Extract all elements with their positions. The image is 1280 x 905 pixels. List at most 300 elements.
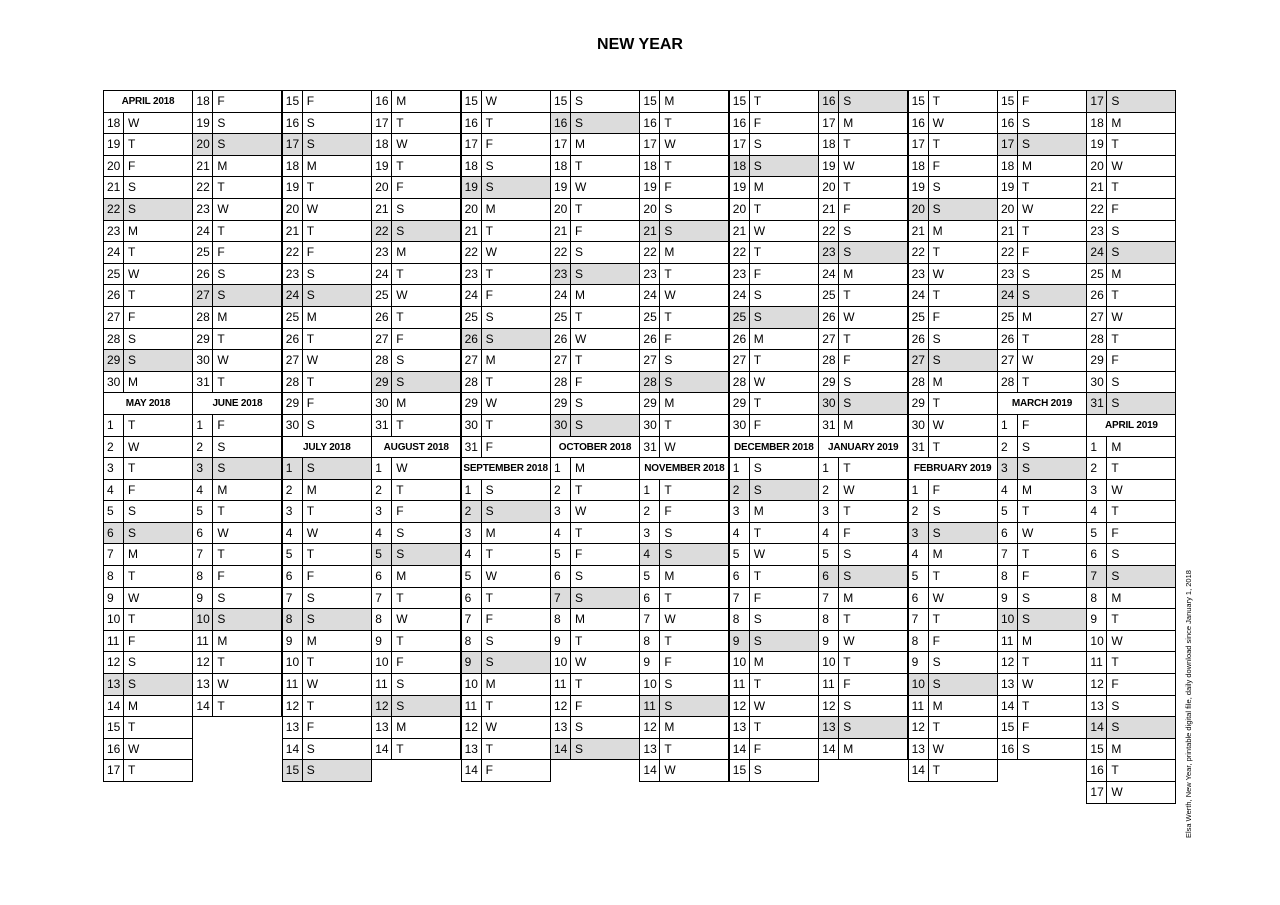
weekday-letter: T: [128, 137, 136, 152]
weekday-letter: F: [485, 137, 493, 152]
day-row: [997, 112, 1087, 135]
day-row-sunday: [103, 673, 193, 696]
calendar-column: [818, 90, 908, 760]
day-row-sunday: [461, 328, 551, 351]
weekday-letter: T: [485, 266, 493, 281]
day-number: 22: [193, 177, 213, 198]
day-number: 28: [1087, 329, 1107, 350]
weekday-letter: S: [396, 353, 405, 368]
weekday-letter: S: [485, 633, 494, 648]
day-number: 7: [730, 588, 750, 609]
day-number: 16: [551, 113, 571, 134]
weekday-letter: T: [575, 525, 583, 540]
weekday-letter: M: [485, 525, 496, 540]
day-row: [192, 565, 282, 588]
day-number: 3: [1087, 480, 1107, 501]
day-number: 13: [283, 717, 303, 738]
weekday-letter: T: [1022, 504, 1030, 519]
day-number: 8: [104, 566, 124, 587]
weekday-letter: F: [753, 115, 762, 130]
day-row: [1086, 220, 1176, 243]
day-number: 15: [104, 717, 124, 738]
day-number: 25: [462, 307, 482, 328]
day-row: [192, 436, 282, 459]
day-number: 13: [1087, 696, 1107, 717]
weekday-letter: T: [843, 504, 851, 519]
weekday-letter: W: [753, 374, 766, 389]
day-number: 1: [1087, 437, 1107, 458]
weekday-letter: F: [1022, 720, 1030, 735]
day-row-sunday: [908, 198, 998, 221]
day-row: [908, 176, 998, 199]
day-number: 28: [640, 372, 660, 393]
day-row: [282, 263, 372, 286]
day-number: 14: [1087, 717, 1107, 738]
day-number: 4: [998, 480, 1018, 501]
weekday-letter: F: [396, 331, 404, 346]
day-row: [639, 241, 729, 264]
day-row: [818, 328, 908, 351]
day-row: [729, 587, 819, 610]
calendar-column: [1086, 90, 1176, 804]
weekday-letter: W: [485, 94, 497, 108]
day-number: 6: [372, 566, 392, 587]
day-row: [639, 284, 729, 307]
weekday-letter: T: [664, 115, 672, 130]
day-row: [639, 500, 729, 523]
day-row-sunday: [103, 522, 193, 545]
calendar-column: [461, 90, 551, 782]
day-number: 3: [104, 458, 124, 479]
weekday-letter: T: [1022, 331, 1030, 346]
day-number: 2: [909, 501, 929, 522]
day-number: 19: [372, 156, 392, 177]
weekday-letter: M: [753, 180, 764, 195]
day-row: [639, 587, 729, 610]
day-number: 8: [640, 631, 660, 652]
day-number: 13: [193, 674, 213, 695]
weekday-letter: W: [1111, 158, 1123, 173]
day-number: 28: [909, 372, 929, 393]
day-number: 17: [730, 134, 750, 155]
day-row: [461, 90, 551, 113]
day-number: 25: [640, 307, 660, 328]
weekday-letter: S: [217, 137, 226, 152]
day-number: 3: [193, 458, 213, 479]
day-number: 25: [283, 307, 303, 328]
weekday-letter: T: [1111, 288, 1119, 303]
weekday-letter: W: [1022, 201, 1034, 216]
day-number: 25: [193, 242, 213, 263]
day-number: 18: [283, 156, 303, 177]
weekday-letter: M: [1111, 115, 1122, 130]
weekday-letter: T: [664, 309, 672, 324]
day-number: 9: [283, 631, 303, 652]
day-row: [818, 112, 908, 135]
weekday-letter: T: [396, 417, 404, 432]
day-number: 30: [283, 415, 303, 436]
weekday-letter: T: [217, 504, 225, 519]
day-row: [282, 241, 372, 264]
weekday-letter: S: [128, 655, 137, 670]
day-row: [282, 198, 372, 221]
day-row-sunday: [729, 479, 819, 502]
day-number: 25: [998, 307, 1018, 328]
weekday-letter: W: [843, 309, 855, 324]
day-number: 5: [640, 566, 660, 587]
weekday-letter: M: [485, 677, 496, 692]
day-row: [461, 673, 551, 696]
weekday-letter: T: [217, 374, 225, 389]
day-number: 6: [193, 523, 213, 544]
weekday-letter: W: [128, 115, 140, 130]
day-row-sunday: [1086, 392, 1176, 415]
day-row: [192, 479, 282, 502]
calendar-column: [103, 90, 193, 782]
weekday-letter: S: [306, 417, 315, 432]
weekday-letter: T: [128, 461, 136, 476]
day-row: [729, 716, 819, 739]
day-row: [1086, 349, 1176, 372]
day-row: [997, 500, 1087, 523]
day-row: [282, 112, 372, 135]
day-number: 18: [104, 113, 124, 134]
day-number: 3: [283, 501, 303, 522]
weekday-letter: S: [664, 547, 673, 562]
weekday-letter: S: [664, 698, 673, 713]
weekday-letter: S: [843, 374, 852, 389]
weekday-letter: W: [396, 137, 408, 152]
weekday-letter: T: [306, 698, 315, 713]
day-number: 18: [819, 134, 839, 155]
month-header: NOVEMBER 2018: [639, 457, 729, 480]
day-number: 17: [551, 134, 571, 155]
day-number: 12: [909, 717, 929, 738]
day-row: [729, 695, 819, 718]
day-number: 3: [998, 458, 1018, 479]
weekday-letter: W: [128, 266, 140, 281]
day-row: [997, 738, 1087, 761]
day-number: 5: [283, 544, 303, 565]
day-number: 5: [819, 544, 839, 565]
day-row: [371, 155, 461, 178]
day-row: [639, 392, 729, 415]
day-row: [639, 608, 729, 631]
day-row: [550, 220, 640, 243]
weekday-letter: T: [485, 223, 493, 238]
day-row: [371, 500, 461, 523]
day-number: 22: [998, 242, 1018, 263]
day-row: [192, 630, 282, 653]
weekday-letter: F: [485, 288, 493, 303]
weekday-letter: S: [1022, 741, 1031, 756]
weekday-letter: S: [1111, 698, 1120, 713]
day-number: 31: [640, 437, 660, 458]
day-number: 10: [193, 609, 213, 630]
day-row: [908, 328, 998, 351]
day-number: 14: [462, 760, 482, 781]
day-row: [282, 565, 372, 588]
day-row: [639, 479, 729, 502]
day-number: 8: [193, 566, 213, 587]
weekday-letter: M: [1022, 309, 1032, 324]
day-number: 22: [730, 242, 750, 263]
day-row: [639, 716, 729, 739]
weekday-letter: M: [306, 309, 317, 324]
day-row: [639, 759, 729, 782]
day-number: 30: [730, 415, 750, 436]
day-row: [192, 587, 282, 610]
day-row: [908, 608, 998, 631]
weekday-letter: W: [932, 266, 944, 281]
day-row: [371, 241, 461, 264]
weekday-letter: S: [753, 482, 762, 497]
weekday-letter: W: [753, 547, 766, 562]
day-row: [908, 263, 998, 286]
day-row: [282, 349, 372, 372]
day-number: 3: [551, 501, 571, 522]
month-header: JUNE 2018: [192, 392, 282, 415]
weekday-letter: S: [1111, 569, 1120, 584]
day-number: 6: [462, 588, 482, 609]
day-row-sunday: [729, 306, 819, 329]
day-row: [997, 716, 1087, 739]
day-number: 25: [104, 264, 124, 285]
day-row: [729, 738, 819, 761]
weekday-letter: W: [306, 677, 319, 692]
day-number: 9: [998, 588, 1018, 609]
day-number: 1: [640, 480, 660, 501]
day-number: 16: [462, 113, 482, 134]
day-number: 2: [372, 480, 392, 501]
day-row: [192, 176, 282, 199]
day-number: 31: [909, 437, 929, 458]
day-number: 11: [283, 674, 303, 695]
day-row: [371, 673, 461, 696]
day-number: 4: [909, 544, 929, 565]
weekday-letter: S: [664, 525, 673, 540]
day-row: [282, 479, 372, 502]
day-row-sunday: [639, 543, 729, 566]
day-number: 9: [462, 652, 482, 673]
day-number: 1: [909, 480, 929, 501]
day-number: 13: [551, 717, 571, 738]
day-row: [639, 673, 729, 696]
day-number: 31: [193, 372, 213, 393]
weekday-letter: M: [932, 223, 943, 238]
day-row: [908, 371, 998, 394]
weekday-letter: M: [128, 374, 138, 389]
weekday-letter: F: [1111, 201, 1119, 216]
weekday-letter: W: [932, 590, 944, 605]
day-row: [639, 651, 729, 674]
day-row: [1086, 112, 1176, 135]
day-row: [729, 522, 819, 545]
weekday-letter: S: [217, 590, 226, 605]
weekday-letter: T: [306, 547, 315, 562]
weekday-letter: S: [753, 288, 762, 303]
day-number: 21: [372, 199, 392, 220]
day-number: 25: [372, 285, 392, 306]
weekday-letter: F: [575, 223, 583, 238]
weekday-letter: F: [753, 266, 762, 281]
day-number: 27: [193, 285, 213, 306]
day-number: 24: [104, 242, 124, 263]
day-row: [550, 198, 640, 221]
weekday-letter: W: [753, 223, 766, 238]
day-number: 14: [104, 696, 124, 717]
day-number: 30: [640, 415, 660, 436]
day-number: 28: [730, 372, 750, 393]
weekday-letter: W: [217, 353, 229, 368]
day-row: [103, 241, 193, 264]
day-number: 12: [730, 696, 750, 717]
weekday-letter: W: [1022, 525, 1034, 540]
day-number: 29: [909, 393, 929, 414]
weekday-letter: S: [485, 180, 494, 195]
weekday-letter: S: [1022, 590, 1031, 605]
weekday-letter: T: [217, 547, 225, 562]
weekday-letter: F: [306, 720, 315, 735]
day-number: 10: [551, 652, 571, 673]
day-number: 1: [283, 458, 303, 479]
weekday-letter: M: [396, 720, 407, 735]
day-row: [997, 565, 1087, 588]
weekday-letter: F: [485, 612, 493, 627]
day-number: 28: [104, 329, 124, 350]
day-number: 12: [1087, 674, 1107, 695]
day-row: [818, 284, 908, 307]
day-number: 23: [1087, 221, 1107, 242]
weekday-letter: W: [932, 115, 944, 130]
day-row: [461, 436, 551, 459]
day-number: 9: [640, 652, 660, 673]
weekday-letter: T: [843, 331, 851, 346]
day-number: 22: [640, 242, 660, 263]
day-row: [729, 673, 819, 696]
day-row: [908, 543, 998, 566]
day-number: 11: [1087, 652, 1107, 673]
day-row: [1086, 500, 1176, 523]
weekday-letter: F: [753, 741, 762, 756]
day-row: [103, 263, 193, 286]
weekday-letter: S: [306, 612, 315, 627]
day-row: [997, 371, 1087, 394]
day-number: 31: [1087, 393, 1107, 414]
calendar-column: [282, 90, 372, 782]
day-number: 30: [193, 350, 213, 371]
day-row: [639, 133, 729, 156]
day-number: 18: [372, 134, 392, 155]
day-number: 6: [640, 588, 660, 609]
month-header: JANUARY 2019: [818, 436, 908, 459]
day-row: [282, 543, 372, 566]
weekday-letter: W: [575, 180, 587, 195]
day-row: [103, 479, 193, 502]
weekday-letter: T: [932, 94, 940, 108]
day-number: 5: [1087, 523, 1107, 544]
weekday-letter: M: [485, 201, 496, 216]
day-number: 12: [283, 696, 303, 717]
day-row: [461, 349, 551, 372]
day-row: [1086, 133, 1176, 156]
day-row: [908, 284, 998, 307]
day-number: 3: [462, 523, 482, 544]
day-number: 17: [998, 134, 1018, 155]
weekday-letter: T: [1022, 223, 1030, 238]
weekday-letter: F: [306, 569, 315, 584]
day-number: 14: [372, 739, 392, 760]
day-number: 10: [104, 609, 124, 630]
weekday-letter: M: [1111, 741, 1122, 756]
weekday-letter: T: [1111, 180, 1119, 195]
day-row: [103, 695, 193, 718]
day-row: [192, 90, 282, 113]
weekday-letter: M: [306, 158, 317, 173]
weekday-letter: T: [932, 245, 940, 260]
day-row: [908, 90, 998, 113]
day-row-sunday: [1086, 716, 1176, 739]
day-number: 21: [1087, 177, 1107, 198]
day-row: [1086, 328, 1176, 351]
day-row: [103, 738, 193, 761]
weekday-letter: S: [1111, 94, 1120, 108]
day-number: 22: [372, 221, 392, 242]
day-number: 4: [104, 480, 124, 501]
weekday-letter: M: [1022, 633, 1032, 648]
day-number: 6: [730, 566, 750, 587]
weekday-letter: F: [575, 374, 583, 389]
day-row: [103, 608, 193, 631]
weekday-letter: S: [843, 569, 852, 584]
day-row: [550, 328, 640, 351]
day-row: [103, 630, 193, 653]
day-row: [729, 392, 819, 415]
day-number: 9: [909, 652, 929, 673]
day-row: [639, 176, 729, 199]
day-number: 3: [909, 523, 929, 544]
day-number: 11: [998, 631, 1018, 652]
weekday-letter: T: [396, 590, 404, 605]
day-number: 27: [462, 350, 482, 371]
day-row: [282, 220, 372, 243]
weekday-letter: W: [664, 612, 676, 627]
weekday-letter: S: [128, 353, 137, 368]
day-number: 19: [551, 177, 571, 198]
day-row: [461, 220, 551, 243]
weekday-letter: S: [217, 612, 226, 627]
day-row: [997, 543, 1087, 566]
weekday-letter: S: [1022, 612, 1031, 627]
weekday-letter: S: [396, 201, 405, 216]
day-row: [729, 414, 819, 437]
day-number: 23: [551, 264, 571, 285]
month-header: AUGUST 2018: [371, 436, 461, 459]
calendar-column: [729, 90, 819, 782]
day-number: 31: [372, 415, 392, 436]
day-row: [371, 716, 461, 739]
day-number: 26: [462, 329, 482, 350]
day-number: 16: [1087, 760, 1107, 781]
day-number: 26: [551, 329, 571, 350]
day-number: 8: [283, 609, 303, 630]
weekday-letter: F: [932, 633, 940, 648]
day-row: [282, 371, 372, 394]
weekday-letter: S: [575, 94, 584, 108]
day-number: 7: [551, 588, 571, 609]
day-number: 15: [640, 91, 660, 112]
day-number: 18: [998, 156, 1018, 177]
